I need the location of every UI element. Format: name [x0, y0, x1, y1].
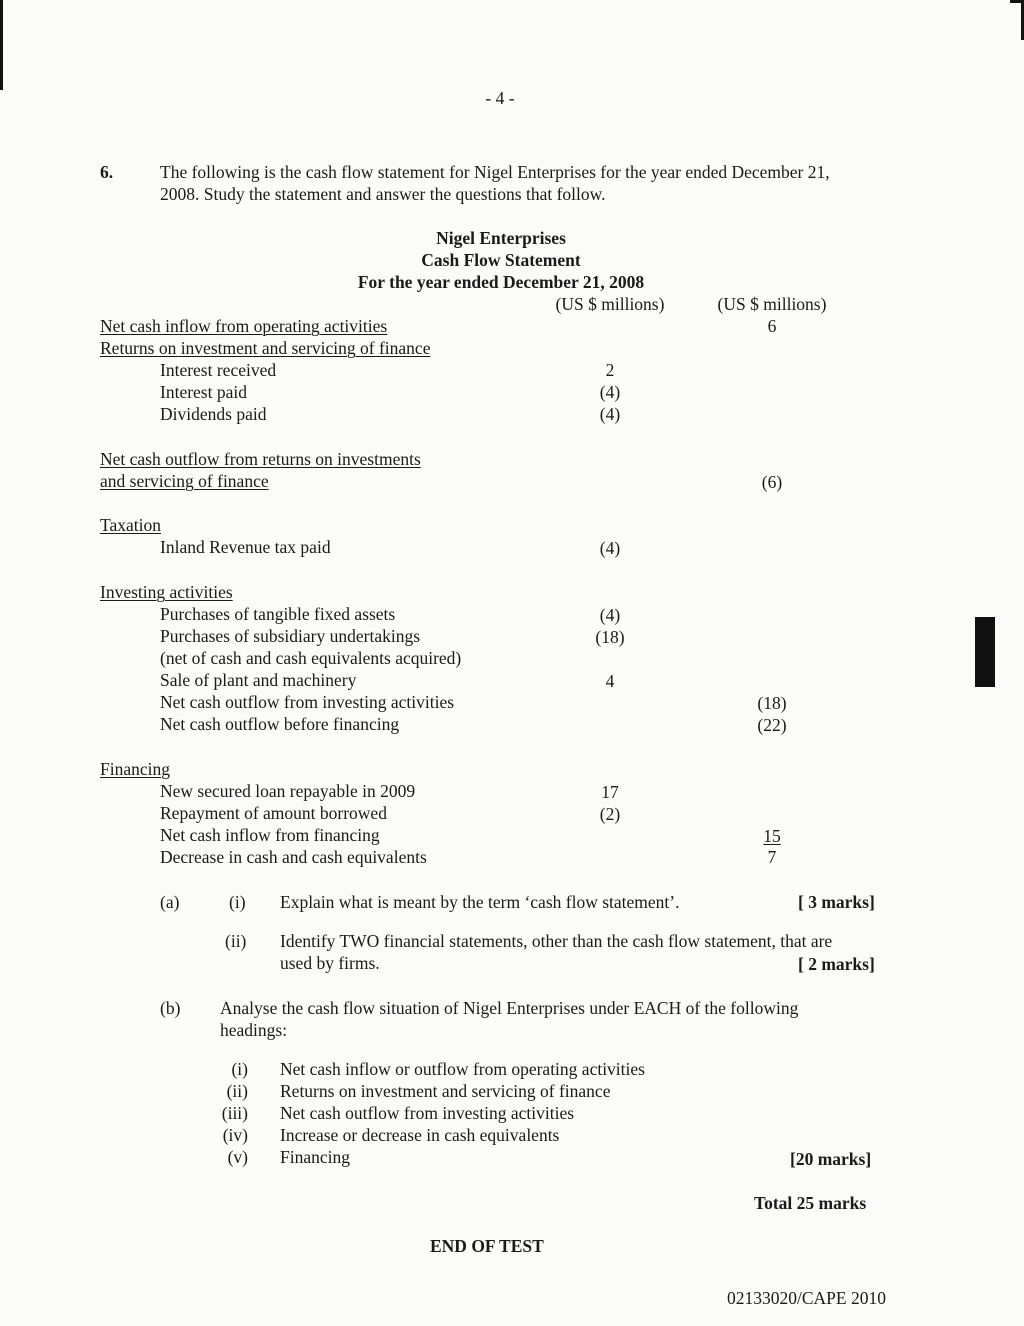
interest-paid-label: Interest paid	[160, 382, 247, 402]
decrease-cash-label: Decrease in cash and cash equivalents	[160, 847, 427, 867]
end-of-test: END OF TEST	[430, 1236, 544, 1256]
part-a-i-text: Explain what is meant by the term ‘cash flow statement’.	[280, 892, 680, 912]
net-financing-label: Net cash inflow from financing	[160, 825, 380, 845]
part-a-ii-marks: [ 2 marks]	[798, 954, 875, 974]
interest-received-value: 2	[605, 360, 615, 380]
part-b-item-text: Net cash inflow or outflow from operating activities	[280, 1059, 645, 1079]
part-a-letter: (a)	[160, 892, 180, 912]
interest-paid-value: (4)	[599, 382, 621, 402]
paper-code: 02133020/CAPE 2010	[727, 1288, 886, 1308]
part-b-item-text: Increase or decrease in cash equivalents	[280, 1125, 560, 1145]
interest-received-label: Interest received	[160, 360, 277, 380]
part-b-text-line1: Analyse the cash flow situation of Nigel Enterprises under EACH of the following	[220, 998, 799, 1018]
inland-revenue-value: (4)	[599, 538, 621, 558]
statement-period: For the year ended December 21, 2008	[357, 272, 645, 292]
part-b-text-line2: headings:	[220, 1020, 288, 1040]
column-header-2: (US $ millions)	[717, 294, 827, 314]
question-number: 6.	[100, 162, 114, 182]
page-number: - 4 -	[485, 88, 515, 108]
statement-title: Nigel Enterprises	[436, 228, 566, 248]
part-b-item-number: (iv)	[222, 1125, 248, 1145]
part-b-item-number: (v)	[227, 1147, 248, 1167]
net-before-financing-value: (22)	[757, 715, 787, 735]
net-investing-value: (18)	[757, 693, 787, 713]
sale-plant-label: Sale of plant and machinery	[160, 670, 357, 690]
part-b-item-text: Net cash outflow from investing activities	[280, 1103, 575, 1123]
part-a-i-marks: [ 3 marks]	[798, 892, 875, 912]
part-b-item-number: (ii)	[226, 1081, 248, 1101]
repayment-label: Repayment of amount borrowed	[160, 803, 387, 823]
part-b-item-text: Financing	[280, 1147, 350, 1167]
new-loan-value: 17	[601, 782, 619, 802]
net-operating-value: 6	[767, 316, 777, 336]
purchase-subsidiary-note: (net of cash and cash equivalents acquired)	[160, 648, 462, 668]
net-before-financing-label: Net cash outflow before financing	[160, 714, 400, 734]
purchase-subsidiary-label: Purchases of subsidiary undertakings	[160, 626, 421, 646]
purchase-subsidiary-value: (18)	[595, 627, 625, 647]
part-a-ii-number: (ii)	[225, 931, 247, 951]
part-b-letter: (b)	[160, 998, 181, 1018]
registration-mark	[975, 617, 995, 687]
investing-heading: Investing activities	[100, 582, 233, 602]
purchase-tangible-label: Purchases of tangible fixed assets	[160, 604, 396, 624]
decrease-cash-value: 7	[767, 847, 777, 867]
question-intro-line2: 2008. Study the statement and answer the questions that follow.	[160, 184, 606, 204]
dividends-paid-label: Dividends paid	[160, 404, 267, 424]
net-operating-label: Net cash inflow from operating activities	[100, 316, 388, 336]
column-header-1: (US $ millions)	[555, 294, 665, 314]
question-intro-line1: The following is the cash flow statement for Nigel Enterprises for the year ended December 21,	[160, 162, 830, 182]
total-marks: Total 25 marks	[754, 1193, 867, 1213]
returns-heading: Returns on investment and servicing of finance	[100, 338, 431, 358]
repayment-value: (2)	[599, 804, 621, 824]
dividends-paid-value: (4)	[599, 404, 621, 424]
net-financing-value: 15	[763, 826, 781, 846]
statement-subtitle: Cash Flow Statement	[421, 250, 581, 270]
sale-plant-value: 4	[605, 671, 615, 691]
new-loan-label: New secured loan repayable in 2009	[160, 781, 416, 801]
purchase-tangible-value: (4)	[599, 605, 621, 625]
net-returns-label-line1: Net cash outflow from returns on investments	[100, 449, 421, 469]
financing-heading: Financing	[100, 759, 170, 779]
part-a-ii-text-line2: used by firms.	[280, 953, 380, 973]
scan-edge-mark-left	[0, 0, 3, 90]
part-a-ii-text-line1: Identify TWO financial statements, other than the cash flow statement, that are	[280, 931, 833, 951]
part-a-i-number: (i)	[229, 892, 246, 912]
inland-revenue-label: Inland Revenue tax paid	[160, 537, 331, 557]
part-b-item-number: (i)	[231, 1059, 248, 1079]
net-investing-label: Net cash outflow from investing activities	[160, 692, 455, 712]
part-b-marks: [20 marks]	[790, 1149, 872, 1169]
net-returns-value: (6)	[761, 472, 783, 492]
part-b-item-text: Returns on investment and servicing of finance	[280, 1081, 611, 1101]
taxation-heading: Taxation	[100, 515, 161, 535]
part-b-item-number: (iii)	[221, 1103, 248, 1123]
net-returns-label-line2: and servicing of finance	[100, 471, 269, 491]
